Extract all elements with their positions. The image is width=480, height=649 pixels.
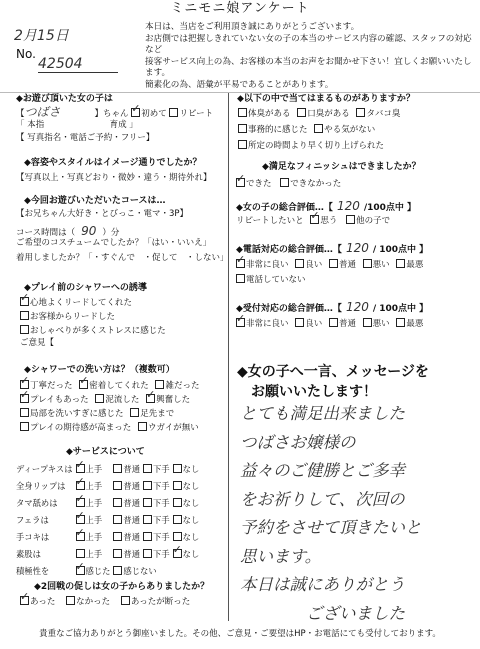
checkbox[interactable] <box>146 394 155 403</box>
option-label: 思う <box>320 216 338 226</box>
option-label: できた <box>246 179 272 189</box>
row-label: 素股は <box>16 548 41 559</box>
checkbox[interactable] <box>238 124 247 133</box>
survey-title: ミニモニ娘アンケート <box>170 1 310 16</box>
checkbox[interactable] <box>20 596 29 605</box>
checkbox[interactable] <box>236 274 245 283</box>
costume-wear-question[interactable]: 着用しましたか？「・すぐんで ・促して ・しない」 <box>16 253 229 263</box>
costume-question[interactable]: ご希望のコスチュームでしたか？「はい・いいえ」 <box>16 238 212 248</box>
q8-line <box>238 108 400 120</box>
q5-row <box>20 380 199 392</box>
option-label: 普通 <box>123 549 141 560</box>
number-value: 42504 <box>38 56 118 73</box>
intro-line: お店側では把握しきれていない女の子の本当のサービス内容の確認、スタッフの対応など <box>145 33 472 56</box>
option-label: できなかった <box>290 179 342 189</box>
checkbox[interactable] <box>396 318 405 327</box>
checkbox[interactable] <box>113 515 122 524</box>
checkbox[interactable] <box>76 532 85 541</box>
message-textarea[interactable] <box>240 400 470 628</box>
message-title-line: ◆女の子へ一言、メッセージを <box>237 364 429 380</box>
checkbox[interactable] <box>130 408 139 417</box>
opinion-label: ご意見【 <box>20 338 55 348</box>
option-label: 普通 <box>123 498 141 509</box>
option-label: 上手 <box>85 498 103 509</box>
checkbox[interactable] <box>76 481 85 490</box>
option-label: なし <box>182 464 200 475</box>
message-line: 予約をさせて頂きたいと <box>240 518 422 537</box>
q11-label: ◆電話対応の総合評価…【 <box>236 245 342 255</box>
checkbox[interactable] <box>173 549 182 558</box>
row-label: 手コキは <box>16 531 50 542</box>
reception-score[interactable]: 120 <box>345 300 369 314</box>
checkbox[interactable] <box>143 464 152 473</box>
row-label: 積極性を <box>16 565 50 576</box>
checkbox[interactable] <box>346 215 355 224</box>
option-label: なし <box>182 549 200 560</box>
option-label: 下手 <box>153 481 170 492</box>
q2-options[interactable]: 【写真以上・写真どおり・微妙・違う・期待外れ】 <box>16 173 212 183</box>
option-label: 上手 <box>85 481 103 492</box>
first-checkbox[interactable] <box>131 108 140 117</box>
checkbox[interactable] <box>236 259 245 268</box>
checkbox[interactable] <box>76 549 85 558</box>
table-row <box>16 478 202 495</box>
option-label: 体臭がある <box>248 109 291 119</box>
option-label: 口臭がある <box>307 109 350 119</box>
score-suffix: /100点中 】 <box>363 203 417 213</box>
checkbox[interactable] <box>238 140 247 149</box>
checkbox[interactable] <box>20 408 29 417</box>
intro-line: 簡素化の為、語彙が平易であることがあります。 <box>145 79 334 90</box>
footer-note: 貴重なご協力ありがとう御座いました。その他、ご意見・ご要望はHP・お電話にても受付しております。 <box>39 629 441 639</box>
first-label: 初めて <box>141 109 167 119</box>
checkbox[interactable] <box>76 515 85 524</box>
q4-item[interactable] <box>20 311 115 323</box>
option-label: 密着してくれた <box>89 381 149 391</box>
message-line: ございました <box>240 603 405 623</box>
q7-options <box>20 596 190 608</box>
checkbox[interactable] <box>143 498 152 507</box>
table-row <box>16 495 202 512</box>
q5-row <box>20 422 199 434</box>
q10-title <box>236 200 416 214</box>
checkbox[interactable] <box>173 498 182 507</box>
checkbox[interactable] <box>143 481 152 490</box>
option-label: 感じた <box>85 566 111 577</box>
column-divider <box>228 93 229 621</box>
handwritten-date: 2月15日 <box>14 28 69 44</box>
checkbox[interactable] <box>76 566 85 575</box>
item-label: おしゃべりが多くストレスに感じた <box>30 326 166 336</box>
service-table <box>16 461 202 580</box>
checkbox[interactable] <box>79 380 88 389</box>
checkbox[interactable] <box>356 108 365 117</box>
checkbox[interactable] <box>20 311 29 320</box>
message-line: 本日は誠にありがとう <box>240 575 405 594</box>
option-label: 足先まで <box>140 409 175 419</box>
time-suffix: ）分 <box>102 228 120 238</box>
checkbox[interactable] <box>113 549 122 558</box>
option-label: 悪い <box>372 319 390 329</box>
checkbox[interactable] <box>143 532 152 541</box>
option-label: 良い <box>305 319 323 329</box>
table-row <box>16 461 202 478</box>
checkbox[interactable] <box>329 318 338 327</box>
intro-text <box>145 22 475 92</box>
checkbox[interactable] <box>314 124 323 133</box>
option-label: 下手 <box>153 498 170 509</box>
message-line: とても満足出来ました <box>240 404 405 423</box>
option-label: 上手 <box>85 464 103 475</box>
q5-row <box>20 408 174 420</box>
item-label: 心地よくリードしてくれた <box>30 298 133 308</box>
option-label: 下手 <box>153 549 170 560</box>
item-label: お客様からリードした <box>30 312 116 322</box>
option-label: 悪い <box>372 260 390 270</box>
option-label: 最悪 <box>406 260 424 270</box>
q5-title: ◆シャワーでの洗い方は？（複数可） <box>24 365 175 375</box>
row-label: 全身リップは <box>16 480 66 491</box>
q3-time-line <box>16 225 119 239</box>
checkbox[interactable] <box>95 394 104 403</box>
q2-title: ◆容姿やスタイルはイメージ通りでしたか？ <box>24 158 202 168</box>
q3-title: ◆今回お遊びいただいたコースは… <box>24 196 166 206</box>
q11-extra <box>236 274 306 286</box>
q11-title <box>236 242 428 256</box>
q6-title: ◆サービスについて <box>66 447 145 457</box>
q9-options <box>236 178 341 190</box>
option-label: 普通 <box>123 515 141 526</box>
course-time-value[interactable]: 90 <box>81 224 97 238</box>
row-label: フェラは <box>16 514 49 525</box>
q1-name-line <box>16 106 213 120</box>
option-label: 事務的に感じた <box>248 125 308 135</box>
honshimei-label: 「 本指 <box>16 120 45 130</box>
option-label: プレイもあった <box>30 395 89 405</box>
q12-label: ◆受付対応の総合評価…【 <box>236 304 342 314</box>
option-label: 所定の時間より早く切り上げられた <box>248 141 385 151</box>
option-label: 興奮した <box>156 395 191 405</box>
course-options: お兄ちゃん大好き・とびっこ・電マ・3P】 <box>24 209 189 219</box>
q10-label: ◆女の子の総合評価…【 <box>236 203 333 213</box>
table-row <box>16 512 202 529</box>
q4-item[interactable] <box>20 325 166 337</box>
checkbox[interactable] <box>173 464 182 473</box>
checkbox[interactable] <box>113 498 122 507</box>
checkbox[interactable] <box>238 108 247 117</box>
q3-course-line[interactable]: 【お兄ちゃん大好き・とびっこ・電マ・3P】 <box>16 209 189 219</box>
checkbox[interactable] <box>138 422 147 431</box>
checkbox[interactable] <box>280 178 289 187</box>
checkbox[interactable] <box>173 481 182 490</box>
checkbox[interactable] <box>155 380 164 389</box>
option-label: 良い <box>305 260 323 270</box>
option-label: 非常に良い <box>246 319 289 329</box>
row-label: タマ舐めは <box>16 497 58 508</box>
table-row <box>16 546 202 563</box>
checkbox[interactable] <box>76 498 85 507</box>
checkbox[interactable] <box>173 532 182 541</box>
option-label: 上手 <box>85 515 103 526</box>
checkbox[interactable] <box>363 318 372 327</box>
checkbox[interactable] <box>173 515 182 524</box>
option-label: 上手 <box>85 532 103 543</box>
option-label: タバコ臭 <box>366 109 401 119</box>
checkbox[interactable] <box>20 325 29 334</box>
checkbox[interactable] <box>20 422 29 431</box>
table-row <box>16 563 202 580</box>
header-divider <box>0 92 480 93</box>
checkbox[interactable] <box>113 566 122 575</box>
chan-label: 】ちゃん <box>94 109 129 119</box>
option-label: 下手 <box>153 464 170 475</box>
message-title-line: お願いいたします！ <box>237 384 377 400</box>
checkbox[interactable] <box>113 532 122 541</box>
q4-item[interactable] <box>20 297 132 309</box>
checkbox[interactable] <box>310 215 319 224</box>
intro-line: 本日は、当店をご利用頂き誠にありがとうございます。 <box>145 22 360 32</box>
option-label: リピートしたいと <box>236 216 304 226</box>
q11-options <box>236 259 423 271</box>
option-label: 雑だった <box>165 381 200 391</box>
checkbox[interactable] <box>113 464 122 473</box>
q4-opinion[interactable] <box>20 339 54 349</box>
checkbox[interactable] <box>66 596 75 605</box>
option-label: 普通 <box>338 319 356 329</box>
q12-title <box>236 301 428 315</box>
checkbox[interactable] <box>297 108 306 117</box>
option-label: 電話していない <box>246 275 306 285</box>
option-label: なかった <box>76 597 111 607</box>
score-suffix: / 100点中 】 <box>372 304 429 314</box>
option-label: あったが断った <box>130 597 191 607</box>
option-label: なし <box>182 532 200 543</box>
repeat-label: リピート <box>179 109 214 119</box>
option-label: あった <box>30 597 56 607</box>
checkbox[interactable] <box>329 259 338 268</box>
option-label: やる気がない <box>324 125 376 135</box>
q8-line <box>238 124 375 136</box>
option-label: 普通 <box>123 481 141 492</box>
option-label: 他の子で <box>356 216 391 226</box>
option-label: 普通 <box>338 260 356 270</box>
option-label: 下手 <box>153 515 170 526</box>
score-suffix: / 100点中 】 <box>372 245 429 255</box>
q12-options <box>236 318 423 330</box>
q7-title: ◆2回戦の促しは女の子からありましたか？ <box>34 582 210 592</box>
message-line: 思います。 <box>240 546 322 566</box>
option-label: 非常に良い <box>246 260 289 270</box>
girl-name[interactable]: つばさ <box>24 105 61 119</box>
q1-type-line <box>16 121 138 131</box>
checkbox[interactable] <box>396 259 405 268</box>
row-label: ディープキスは <box>16 463 73 474</box>
intro-line: 接客サービス向上の為、お客様の本当のお声をお聞かせ下さい！宜しくお願いいたします。 <box>145 56 472 79</box>
checkbox[interactable] <box>76 464 85 473</box>
option-label: 最悪 <box>406 319 424 329</box>
checkbox[interactable] <box>143 549 152 558</box>
number-label: No. <box>16 47 36 61</box>
q10-options <box>236 215 390 227</box>
option-label: 感じない <box>123 566 157 577</box>
checkbox[interactable] <box>143 515 152 524</box>
option-label: なし <box>182 515 200 526</box>
option-label: 普通 <box>123 532 141 543</box>
q1-photo-line: 【 写真指名・電話ご予約・フリー】 <box>16 133 155 143</box>
checkbox[interactable] <box>295 259 304 268</box>
option-label: 上手 <box>85 549 103 560</box>
checkbox[interactable] <box>236 178 245 187</box>
option-label: なし <box>182 481 200 492</box>
q1-title: ◆お遊び頂いた女の子は <box>16 94 113 104</box>
option-label: ウガイが無い <box>147 423 199 433</box>
option-label: 普通 <box>123 464 141 475</box>
repeat-checkbox[interactable] <box>169 108 178 117</box>
checkbox[interactable] <box>113 481 122 490</box>
checkbox[interactable] <box>121 596 130 605</box>
checkbox[interactable] <box>295 318 304 327</box>
q4-title: ◆プレイ前のシャワーへの誘導 <box>24 283 147 293</box>
message-line: つばさお嬢様の <box>240 432 356 452</box>
checkbox[interactable] <box>20 394 29 403</box>
option-label: プレイの期待感が高まった <box>30 423 132 433</box>
q9-title: ◆満足なフィニッシュはできましたか？ <box>262 162 421 172</box>
message-title <box>237 362 429 402</box>
message-line: をお祈りして、次回の <box>240 489 405 509</box>
q8-line <box>238 140 384 152</box>
time-prefix: コース時間は（ <box>16 228 76 238</box>
option-label: 丁寧だった <box>30 381 73 391</box>
q5-row <box>20 394 190 406</box>
checkbox[interactable] <box>236 318 245 327</box>
checkbox[interactable] <box>20 297 29 306</box>
option-label: なし <box>182 498 200 509</box>
phone-score[interactable]: 120 <box>345 241 369 255</box>
option-label: 下手 <box>153 532 170 543</box>
option-label: 泥流した <box>105 395 140 405</box>
message-line: 益々のご健勝とご多幸 <box>240 461 405 480</box>
q8-title: ◆以下の中で当てはまるものがありますか？ <box>237 94 415 104</box>
option-label: 局部を洗いすぎに感じた <box>30 409 124 419</box>
checkbox[interactable] <box>363 259 372 268</box>
bracket: 【 <box>16 109 25 119</box>
ikusei-label: 育成 」 <box>109 120 138 130</box>
girl-score[interactable]: 120 <box>336 199 360 213</box>
